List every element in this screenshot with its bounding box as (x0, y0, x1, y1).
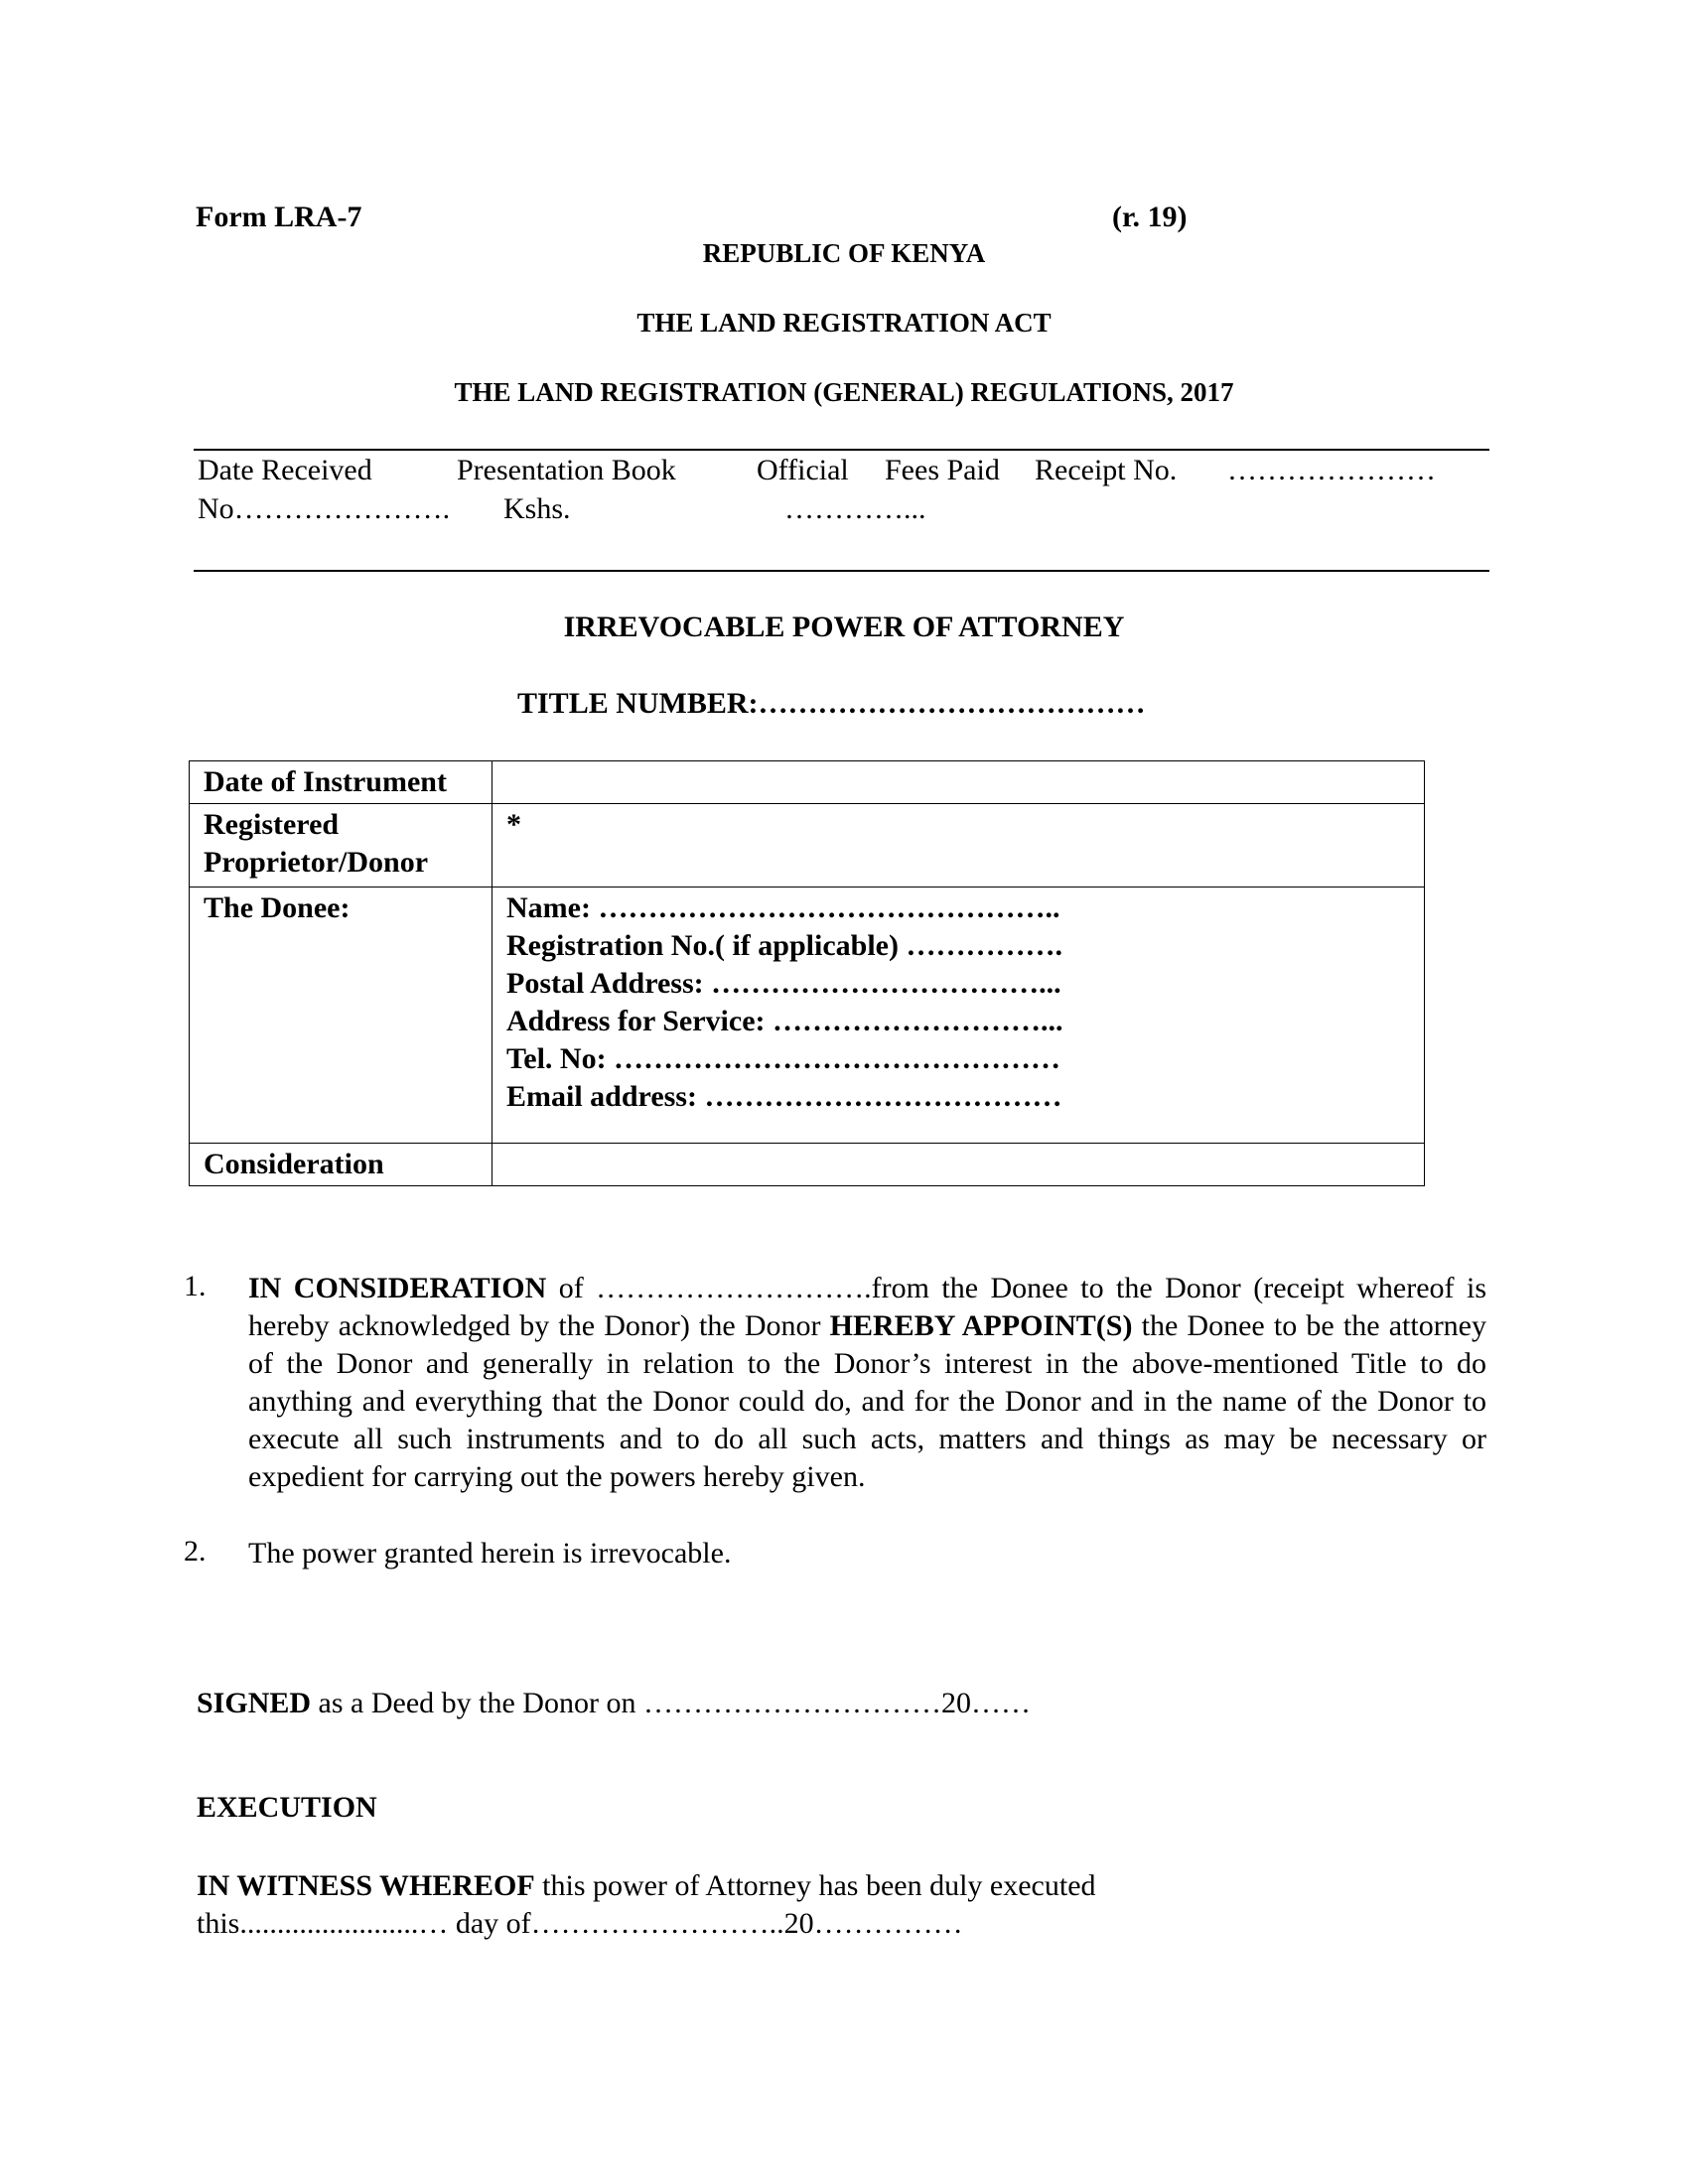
bottom-divider (194, 570, 1489, 572)
clause-2-number: 2. (184, 1535, 207, 1568)
instrument-details-table (189, 760, 1425, 1186)
donee-service-field[interactable]: Address for Service: ………………………... (506, 1005, 1063, 1037)
witness-line: IN WITNESS WHEREOF this power of Attorney has been duly executed (197, 1869, 1096, 1902)
top-divider (194, 449, 1489, 451)
form-name: Form LRA-7 (196, 201, 362, 233)
donee-details[interactable] (492, 887, 1425, 1144)
kshs-label: Kshs. (503, 492, 571, 525)
fees-paid-label: Fees Paid (885, 454, 1000, 486)
document-title: IRREVOCABLE POWER OF ATTORNEY (563, 611, 1125, 643)
date-received-label: Date Received (198, 454, 372, 486)
registered-proprietor-label: Registered Proprietor/Donor (190, 804, 492, 887)
presentation-book-label: Presentation Book (457, 454, 676, 486)
witness-date-line[interactable]: this........................… day of……………………..20…………… (197, 1907, 963, 1940)
donee-postal-field[interactable]: Postal Address: ……………………………... (506, 967, 1061, 1000)
clause-2-text: The power granted herein is irrevocable. (248, 1537, 732, 1570)
clause-1-number: 1. (184, 1270, 207, 1302)
donee-tel-field[interactable]: Tel. No: ……………………………………… (506, 1042, 1061, 1075)
fees-amount-blank[interactable]: …………... (784, 492, 926, 525)
regulations-heading: THE LAND REGISTRATION (GENERAL) REGULATIONS, 2017 (454, 377, 1234, 407)
date-of-instrument-label: Date of Instrument (190, 761, 492, 804)
execution-heading: EXECUTION (197, 1791, 377, 1824)
clause-1-text: IN CONSIDERATION of ……………………….from the Donee to the Donor (receipt whereof is hereby acknowledged by the Donor) the Donor HEREBY APPOINT(S) the Donee to be the attorney of the Donor and generally in relation to the Donor’s interest in the above-mentioned Title to do anything and everything that the Donor could do, and for the Donor and in the name of the Donor to execute all such instruments and to do all such acts, matters and things as may be necessary or expedient for carrying out the powers hereby given. (248, 1272, 1487, 1493)
receipt-no-label: Receipt No. (1035, 454, 1178, 486)
donee-registration-field[interactable]: Registration No.( if applicable) ……………. (506, 929, 1062, 962)
signed-line[interactable]: SIGNED as a Deed by the Donor on …………………………20…… (197, 1687, 1031, 1719)
consideration-value[interactable] (492, 1144, 1425, 1186)
republic-heading: REPUBLIC OF KENYA (702, 238, 986, 268)
presentation-no-blank[interactable]: No…………………. (198, 492, 451, 525)
consideration-label: Consideration (190, 1144, 492, 1186)
title-number-field[interactable]: TITLE NUMBER:………………………………… (517, 687, 1146, 720)
official-label: Official (757, 454, 849, 486)
receipt-no-blank[interactable]: ………………… (1227, 454, 1436, 486)
donee-name-field[interactable]: Name: ……………………………………….. (506, 891, 1060, 924)
date-of-instrument-value[interactable] (492, 761, 1425, 804)
donee-email-field[interactable]: Email address: ……………………………… (506, 1080, 1062, 1113)
act-heading: THE LAND REGISTRATION ACT (636, 308, 1052, 338)
donee-label: The Donee: (190, 887, 492, 1144)
rule-reference: (r. 19) (1112, 201, 1188, 233)
registered-proprietor-value[interactable]: * (492, 804, 1425, 887)
